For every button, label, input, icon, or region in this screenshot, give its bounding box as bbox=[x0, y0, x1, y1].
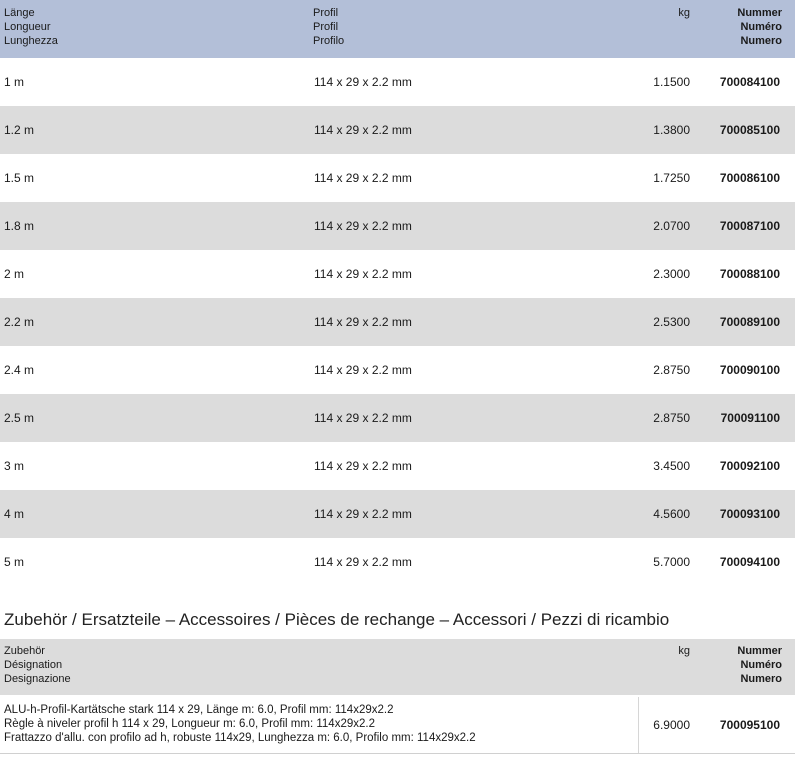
cell-kg: 2.5300 bbox=[653, 315, 690, 329]
cell-kg: 5.7000 bbox=[653, 555, 690, 569]
table-row bbox=[0, 202, 795, 250]
table-header bbox=[0, 0, 795, 58]
cell-profile: 114 x 29 x 2.2 mm bbox=[314, 123, 412, 137]
table-row bbox=[0, 154, 795, 202]
table-row bbox=[0, 106, 795, 154]
cell-kg: 2.8750 bbox=[653, 363, 690, 377]
header-length: Länge Longueur Lunghezza bbox=[4, 7, 58, 47]
cell-length: 1.8 m bbox=[4, 219, 35, 233]
cell-kg: 2.8750 bbox=[653, 411, 690, 425]
cell-length: 2.4 m bbox=[4, 363, 35, 377]
accessories-title: Zubehör / Ersatzteile – Accessoires / Pièces de rechange – Accessori / Pezzi di ricambio bbox=[4, 610, 670, 629]
cell-profile: 114 x 29 x 2.2 mm bbox=[314, 315, 412, 329]
cell-kg: 1.1500 bbox=[653, 75, 690, 89]
cell-profile: 114 x 29 x 2.2 mm bbox=[314, 459, 412, 473]
header-kg: kg bbox=[678, 7, 690, 19]
cell-kg: 2.0700 bbox=[653, 219, 690, 233]
table-row bbox=[0, 58, 795, 106]
accessory-row bbox=[0, 697, 795, 754]
cell-kg: 1.3800 bbox=[653, 123, 690, 137]
table-row bbox=[0, 346, 795, 394]
table-row bbox=[0, 250, 795, 298]
cell-number: 700090100 bbox=[719, 363, 780, 377]
cell-length: 3 m bbox=[4, 459, 25, 473]
cell-length: 2.2 m bbox=[4, 315, 35, 329]
cell-kg: 4.5600 bbox=[653, 507, 690, 521]
cell-profile: 114 x 29 x 2.2 mm bbox=[314, 219, 412, 233]
cell-length: 5 m bbox=[4, 555, 25, 569]
cell-length: 1.5 m bbox=[4, 171, 35, 185]
accessory-kg: 6.9000 bbox=[653, 718, 690, 732]
cell-kg: 3.4500 bbox=[653, 459, 690, 473]
cell-number: 700089100 bbox=[719, 315, 780, 329]
cell-profile: 114 x 29 x 2.2 mm bbox=[314, 267, 412, 281]
table-row bbox=[0, 394, 795, 442]
cell-profile: 114 x 29 x 2.2 mm bbox=[314, 171, 412, 185]
cell-length: 1 m bbox=[4, 75, 25, 89]
cell-number: 700088100 bbox=[719, 267, 780, 281]
cell-profile: 114 x 29 x 2.2 mm bbox=[314, 555, 412, 569]
cell-number: 700093100 bbox=[719, 507, 780, 521]
header-number: Nummer Numéro Numero bbox=[737, 7, 782, 47]
header-number: Nummer Numéro Numero bbox=[737, 645, 782, 685]
cell-number: 700084100 bbox=[719, 75, 780, 89]
table-row bbox=[0, 538, 795, 586]
cell-length: 2.5 m bbox=[4, 411, 35, 425]
accessory-number: 700095100 bbox=[719, 718, 780, 732]
header-accessory: Zubehör Désignation Designazione bbox=[4, 645, 71, 685]
table-row bbox=[0, 490, 795, 538]
cell-number: 700086100 bbox=[719, 171, 780, 185]
header-profile: Profil Profil Profilo bbox=[313, 7, 345, 47]
cell-profile: 114 x 29 x 2.2 mm bbox=[314, 75, 412, 89]
cell-length: 1.2 m bbox=[4, 123, 35, 137]
table-row bbox=[0, 442, 795, 490]
cell-number: 700087100 bbox=[719, 219, 780, 233]
header-kg: kg bbox=[678, 645, 690, 657]
cell-number: 700094100 bbox=[719, 555, 780, 569]
cell-profile: 114 x 29 x 2.2 mm bbox=[314, 363, 412, 377]
cell-number: 700092100 bbox=[719, 459, 780, 473]
table-row bbox=[0, 298, 795, 346]
cell-length: 2 m bbox=[4, 267, 25, 281]
cell-number: 700091100 bbox=[720, 411, 780, 425]
cell-length: 4 m bbox=[4, 507, 25, 521]
accessory-description: ALU-h-Profil-Kartätsche stark 114 x 29, Länge m: 6.0, Profil mm: 114x29x2.2 Règle à niveler profil h 114 x 29, Longueur m: 6.0, Profil mm: 114x29x2.2 Frattazzo d'allu. con profilo ad h, robuste 114x29, Lunghezza m: 6.0, Profilo mm: 114x29x2.2 bbox=[4, 704, 476, 744]
cell-profile: 114 x 29 x 2.2 mm bbox=[314, 507, 412, 521]
cell-profile: 114 x 29 x 2.2 mm bbox=[314, 411, 412, 425]
accessories-header bbox=[0, 639, 795, 695]
cell-number: 700085100 bbox=[719, 123, 780, 137]
cell-kg: 2.3000 bbox=[653, 267, 690, 281]
cell-kg: 1.7250 bbox=[653, 171, 690, 185]
